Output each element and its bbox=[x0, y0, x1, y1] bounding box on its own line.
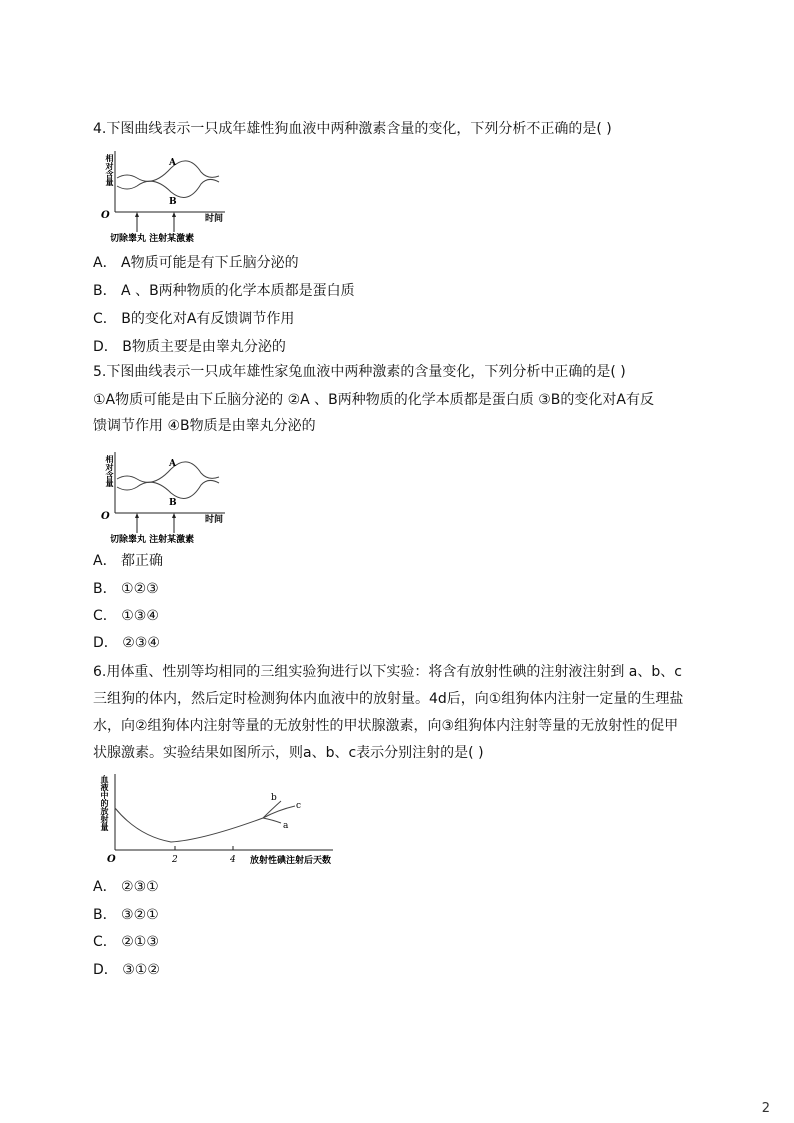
page-number: 2 bbox=[761, 1101, 770, 1116]
q4-option-b: B． A 、B两种物质的化学本质都是蛋白质 bbox=[93, 283, 355, 299]
q5-option-b: B． ①②③ bbox=[93, 581, 159, 597]
q6-stem-line3: 水，向②组狗体内注射等量的无放射性的甲状腺激素，向③组狗体内注射等量的无放射性的促甲 bbox=[93, 718, 679, 734]
q6-curve-a bbox=[263, 818, 281, 823]
q4-stem: 4.下图曲线表示一只成年雄性狗血液中两种激素含量的变化，下列分析不正确的是( ) bbox=[93, 121, 612, 137]
q6-option-c: C． ②①③ bbox=[93, 934, 159, 950]
q5-option-d: D． ②③④ bbox=[93, 635, 160, 651]
q6-option-b: B． ③②① bbox=[93, 907, 159, 923]
q6-radioactivity-figure bbox=[93, 770, 363, 870]
q5-xlabel: 时间 bbox=[205, 515, 224, 525]
q6-curve-b bbox=[263, 801, 281, 818]
q6-label-a: a bbox=[283, 821, 289, 831]
q6-origin: O bbox=[107, 854, 116, 865]
q5-caption: 切除睾丸 注射某激素 bbox=[110, 535, 195, 545]
q5-statements-line2: 馈调节作用 ④B物质是由睾丸分泌的 bbox=[93, 418, 316, 434]
q6-stem-line1: 6.用体重、性别等均相同的三组实验狗进行以下实验：将含有放射性碘的注射液注射到 a、b、c bbox=[93, 664, 682, 680]
q5-hormone-figure bbox=[93, 447, 243, 547]
q4-option-d: D． B物质主要是由睾丸分泌的 bbox=[93, 339, 286, 355]
q6-xlabel: 放射性碘注射后天数 bbox=[250, 856, 332, 866]
q4-curve-a bbox=[117, 161, 219, 181]
q4-caption: 切除睾丸 注射某激素 bbox=[110, 234, 195, 244]
q5-label-b: B bbox=[169, 498, 177, 508]
q4-curve-b bbox=[117, 179, 219, 197]
q5-label-a: A bbox=[169, 459, 176, 469]
q6-label-c: c bbox=[296, 801, 302, 811]
q4-ylabel: 相对含量 bbox=[105, 154, 115, 186]
q4-label-a: A bbox=[169, 158, 176, 168]
q5-option-c: C． ①③④ bbox=[93, 608, 159, 624]
q6-label-b: b bbox=[271, 793, 277, 803]
q5-curve-a bbox=[117, 462, 219, 482]
q4-origin: O bbox=[101, 210, 110, 221]
q6-curve-main bbox=[115, 808, 263, 842]
q5-ylabel: 相对含量 bbox=[105, 455, 115, 487]
q4-option-c: C． B的变化对A有反馈调节作用 bbox=[93, 311, 295, 327]
q5-stem: 5.下图曲线表示一只成年雄性家兔血液中两种激素的含量变化，下列分析中正确的是( ) bbox=[93, 364, 626, 380]
q6-tick-label-2: 2 bbox=[172, 855, 178, 865]
q5-origin: O bbox=[101, 511, 110, 522]
q6-ylabel: 血液中的放射量 bbox=[100, 775, 110, 831]
q4-label-b: B bbox=[169, 197, 177, 207]
q6-option-d: D． ③①② bbox=[93, 962, 160, 978]
q4-hormone-figure bbox=[93, 146, 243, 246]
q4-option-a: A． A物质可能是有下丘脑分泌的 bbox=[93, 255, 299, 271]
q6-stem-line4: 状腺激素。实验结果如图所示，则a、b、c表示分别注射的是( ) bbox=[93, 745, 484, 761]
q5-option-a: A． 都正确 bbox=[93, 553, 164, 569]
q6-stem-line2: 三组狗的体内，然后定时检测狗体内血液中的放射量。4d后，向①组狗体内注射一定量的生理盐 bbox=[93, 691, 684, 707]
q5-curve-b bbox=[117, 480, 219, 498]
q4-xlabel: 时间 bbox=[205, 214, 224, 224]
q6-curve-c bbox=[263, 806, 295, 818]
q6-option-a: A． ②③① bbox=[93, 879, 159, 895]
q6-tick-label-4: 4 bbox=[230, 855, 236, 865]
q5-statements-line1: ①A物质可能是由下丘脑分泌的 ②A 、B两种物质的化学本质都是蛋白质 ③B的变化对A有反 bbox=[93, 392, 654, 408]
